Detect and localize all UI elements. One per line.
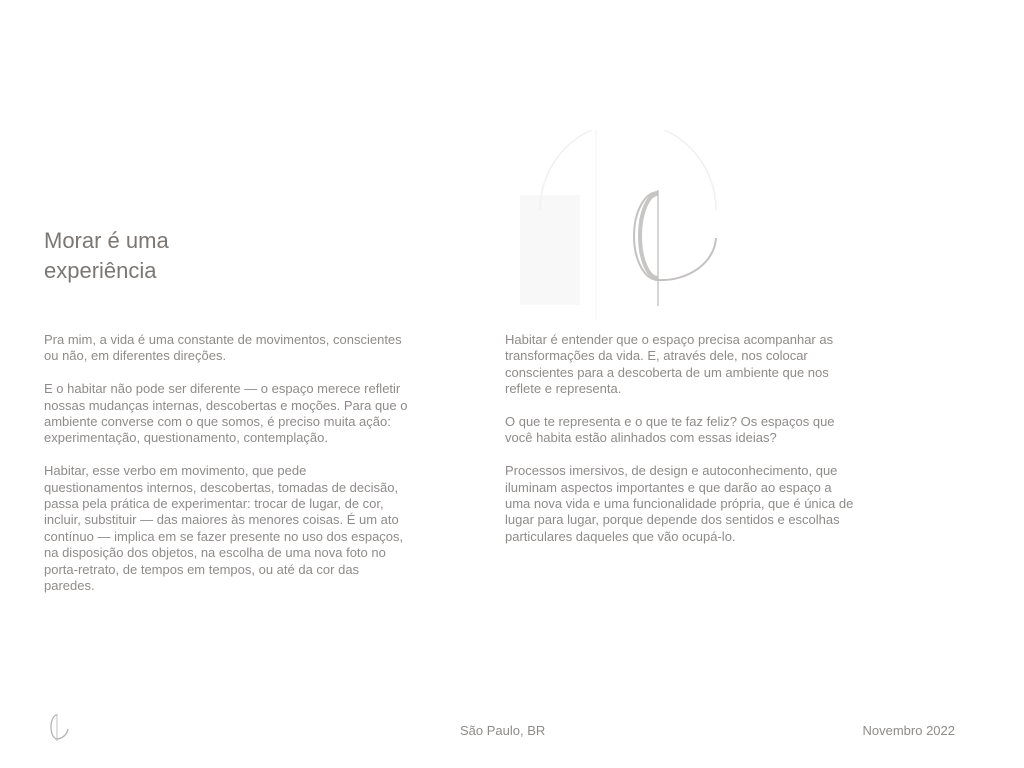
page-title [44,226,169,286]
left-text-column [44,332,444,611]
paragraph-line: contínuo — implica em se fazer presente no uso dos espaços, [44,528,404,544]
title-line: Morar é uma [44,228,169,253]
paragraph-line: Habitar, esse verbo em movimento, que pede [44,463,307,479]
paragraph-line: ambiente converse com o que somos, é preciso muita ação: [44,414,391,430]
paragraph [505,332,905,398]
paragraph-line: paredes. [44,578,95,594]
paragraph [505,414,905,447]
paragraph-line: nossas mudanças internas, descobertas e moções. Para que o [44,397,408,413]
paragraph-line: lugar para lugar, porque depende dos sentidos e escolhas [505,512,840,528]
paragraph-line: O que te representa e o que te faz feliz? Os espaços que [505,414,835,430]
paragraph-line: Pra mim, a vida é uma constante de movimentos, conscientes [44,332,402,347]
paragraph-line: passa pela prática de experimentar: trocar de lugar, de cor, [44,496,384,512]
footer-logo-icon [44,712,74,742]
paragraph-line: E o habitar não pode ser diferente — o espaço merece refletir [44,381,401,397]
paragraph [505,463,905,545]
paragraph-line: Processos imersivos, de design e autoconhecimento, que [505,463,838,479]
right-text-column [505,332,905,562]
paragraph-line: particulares daqueles que vão ocupá-lo. [505,528,736,544]
paragraph [44,463,444,594]
paragraph-line: questionamentos internos, descobertas, tomadas de decisão, [44,479,399,495]
footer-location: São Paulo, BR [460,723,546,738]
paragraph-line: conscientes para a descoberta de um ambiente que nos [505,364,829,380]
paragraph-line: transformações da vida. E, através dele, nos colocar [505,348,808,364]
paragraph-line: porta-retrato, de tempos em tempos, ou até da cor das [44,561,360,577]
paragraph-line: iluminam aspectos importantes e que darão ao espaço a [505,479,832,495]
paragraph-line: você habita estão alinhados com essas ideias? [505,430,777,446]
paragraph-line: uma nova vida e uma funcionalidade própria, que é única de [505,496,854,512]
paragraph-line: incluir, substituir — das maiores às menores coisas. É um ato [44,512,399,528]
paragraph-line: reflete e representa. [505,381,622,397]
paragraph-line: na disposição dos objetos, na escolha de uma nova foto no [44,545,386,561]
paragraph-line: ou não, em diferentes direções. [44,348,227,364]
brand-emblem-icon [500,130,760,320]
paragraph-line: Habitar é entender que o espaço precisa acompanhar as [505,332,834,347]
title-line: experiência [44,258,157,283]
footer-date: Novembro 2022 [862,723,955,738]
paragraph [44,381,444,447]
paragraph-line: experimentação, questionamento, contemplação. [44,430,329,446]
paragraph [44,332,444,365]
